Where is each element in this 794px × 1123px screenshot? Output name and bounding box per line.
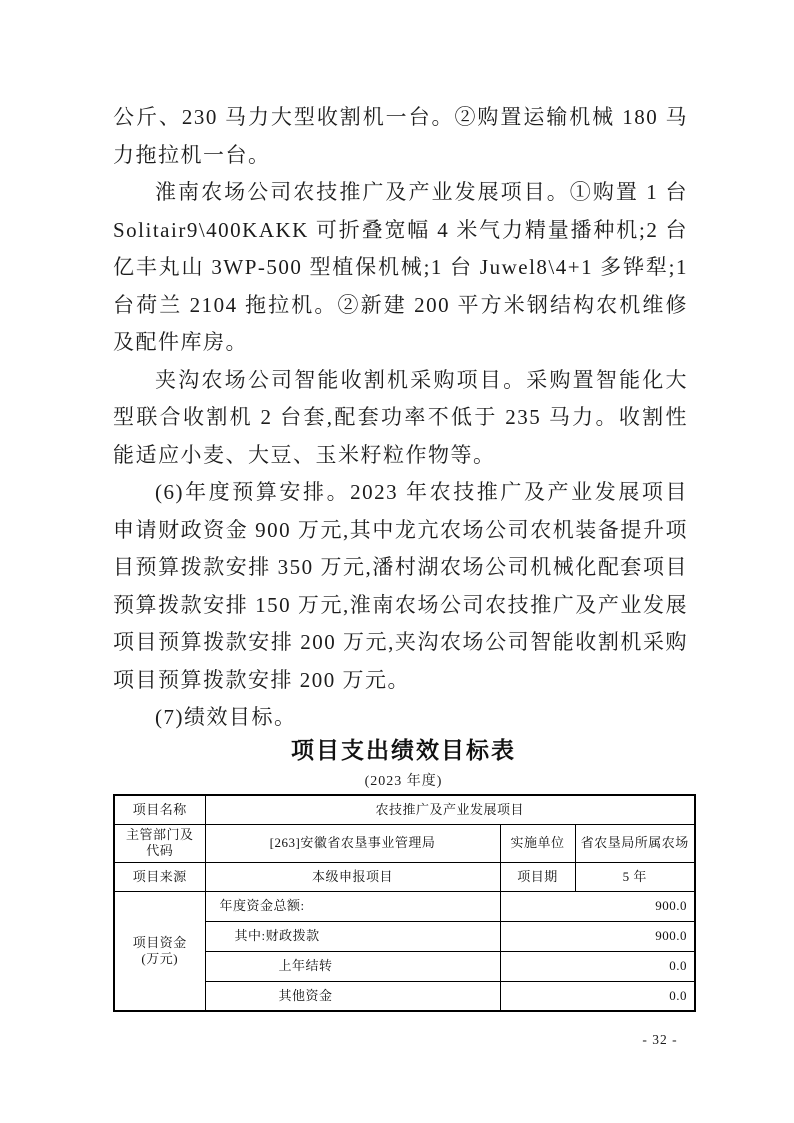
cell-project-funds-label	[114, 891, 205, 1011]
paragraph: 公斤、230 马力大型收割机一台。②购置运输机械 180 马力拖拉机一台。	[113, 105, 688, 167]
cell-project-name-label: 项目名称	[114, 795, 205, 824]
funds-label-line2: (万元)	[141, 950, 179, 966]
body-text	[113, 99, 688, 737]
paragraph: (6)年度预算安排。2023 年农技推广及产业发展项目申请财政资金 900 万元,其中龙亢农场公司农机装备提升项目预算拨款安排 350 万元,潘村湖农场公司机械化配套项目预算拨款安排 150 万元,淮南农场公司农技推广及产业发展项目预算拨款安排 200 万元,夹沟农场公司智能收割机采购项目预算拨款安排 200 万元。	[113, 480, 688, 692]
performance-table	[113, 794, 696, 1012]
cell-fund-other-label: 其他资金	[205, 981, 500, 1011]
table-row	[114, 891, 695, 921]
table-row	[114, 795, 695, 824]
cell-project-name-value: 农技推广及产业发展项目	[205, 795, 695, 824]
cell-impl-unit-label: 实施单位	[500, 824, 575, 862]
cell-dept-label: 主管部门及代码	[114, 824, 205, 862]
paragraph: (7)绩效目标。	[155, 705, 297, 729]
page-number: - 32 -	[642, 1032, 678, 1047]
cell-impl-unit-value: 省农垦局所属农场	[575, 824, 695, 862]
cell-fund-fiscal-label: 其中:财政拨款	[205, 921, 500, 951]
table-row	[114, 824, 695, 862]
cell-fund-other-value: 0.0	[500, 981, 695, 1011]
cell-fund-fiscal-value: 900.0	[500, 921, 695, 951]
cell-period-label: 项目期	[500, 862, 575, 891]
cell-period-value: 5 年	[575, 862, 695, 891]
funds-label-line1: 项目资金	[132, 934, 187, 950]
table-row	[114, 862, 695, 891]
table-subtitle: (2023 年度)	[364, 774, 443, 789]
cell-fund-carryover-value: 0.0	[500, 951, 695, 981]
paragraph: 夹沟农场公司智能收割机采购项目。采购置智能化大型联合收割机 2 台套,配套功率不低于 235 马力。收割性能适应小麦、大豆、玉米籽粒作物等。	[113, 367, 688, 467]
cell-source-label: 项目来源	[114, 862, 205, 891]
cell-fund-carryover-label: 上年结转	[205, 951, 500, 981]
cell-fund-total-value: 900.0	[500, 891, 695, 921]
paragraph: 淮南农场公司农技推广及产业发展项目。①购置 1 台 Solitair9\400KAKK 可折叠宽幅 4 米气力精量播种机;2 台亿丰丸山 3WP-500 型植保机械;1 台 Juwel8\4+1 多铧犁;1 台荷兰 2104 拖拉机。②新建 200 平方米钢结构农机维修及配件库房。	[113, 180, 688, 354]
cell-fund-total-label: 年度资金总额:	[205, 891, 500, 921]
cell-source-value: 本级申报项目	[205, 862, 500, 891]
table-title: 项目支出绩效目标表	[291, 737, 516, 763]
cell-dept-value: [263]安徽省农垦事业管理局	[205, 824, 500, 862]
